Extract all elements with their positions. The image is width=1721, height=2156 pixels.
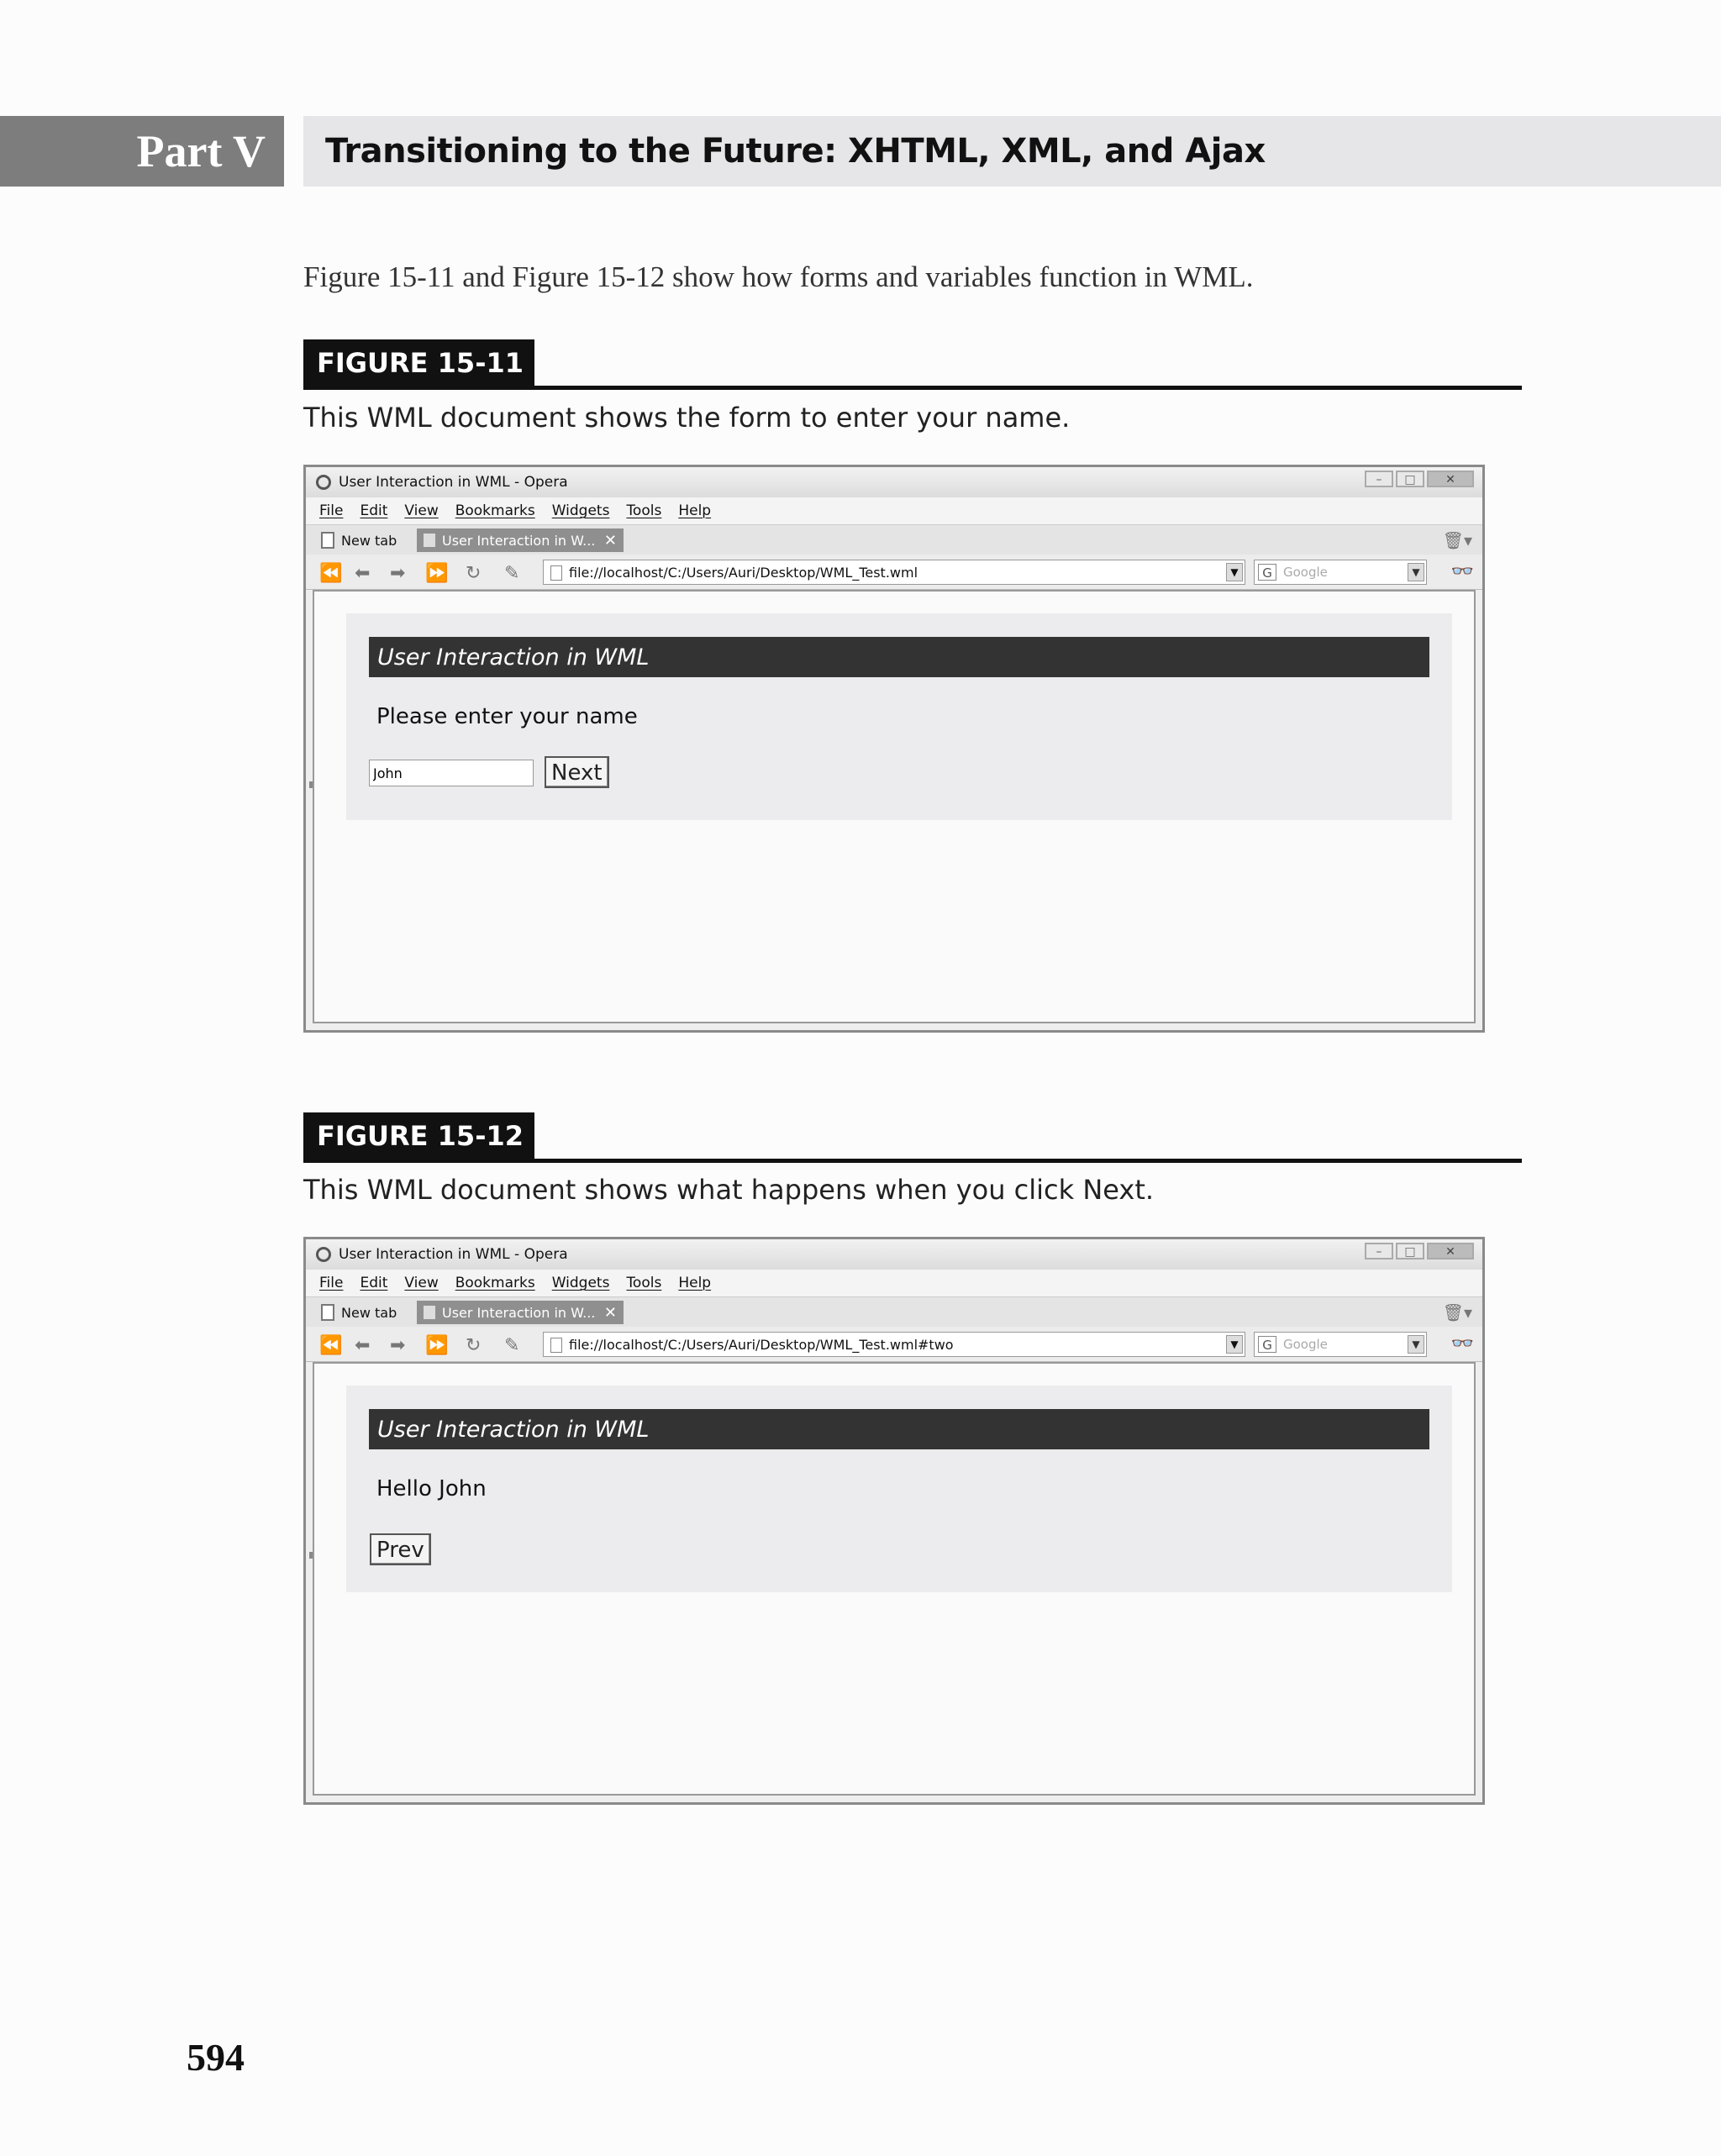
address-text: file://localhost/C:/Users/Auri/Desktop/WML_Test.wml#two [569,1336,954,1353]
fast-forward-icon[interactable]: ⏩ [425,1335,449,1356]
figure-caption: This WML document shows the form to enter your name. [303,402,1071,434]
glasses-icon[interactable]: 👓 [1450,561,1474,582]
google-icon: G [1258,1336,1276,1353]
tab-active[interactable] [417,1301,624,1324]
menu-view[interactable]: View [404,1275,439,1291]
browser-window [303,465,1485,1033]
window-controls [1365,1243,1474,1259]
figure-label: FIGURE 15-12 [303,1112,534,1160]
back-icon[interactable]: ⬅ [355,563,371,584]
window-titlebar [306,1239,1482,1270]
tab-new[interactable] [321,528,397,552]
trash-icon[interactable]: 🗑▾ [1442,530,1472,550]
search-placeholder: Google [1283,565,1328,580]
dropdown-arrow-icon[interactable]: ▼ [1226,563,1243,581]
address-bar[interactable] [543,1332,1245,1357]
page-icon [550,1338,562,1353]
close-icon[interactable]: ✕ [1427,471,1474,487]
menu-help[interactable]: Help [678,502,712,519]
chapter-title: Transitioning to the Future: XHTML, XML, and Ajax [303,116,1721,187]
reload-icon[interactable]: ↻ [466,1335,482,1356]
address-text: file://localhost/C:/Users/Auri/Desktop/WML_Test.wml [569,564,918,581]
opera-logo-icon [316,475,331,490]
forward-icon[interactable]: ➡ [390,1335,406,1356]
page-icon [424,534,435,547]
menu-edit[interactable]: Edit [360,502,388,519]
page-icon [321,1304,334,1321]
forward-icon[interactable]: ➡ [390,563,406,584]
card-heading: User Interaction in WML [369,637,1429,677]
edit-icon[interactable]: ✎ [504,1335,520,1356]
search-field[interactable] [1254,1332,1427,1357]
menu-widgets[interactable]: Widgets [551,1275,610,1291]
side-marker [309,1552,313,1559]
intro-paragraph: Figure 15-11 and Figure 15-12 show how forms and variables function in WML. [303,260,1254,293]
tab-label: New tab [341,532,397,549]
browser-window [303,1237,1485,1805]
tab-bar [306,1296,1482,1327]
prev-button[interactable]: Prev [370,1533,431,1565]
page-number: 594 [187,2036,245,2079]
window-controls [1365,471,1474,487]
menu-tools[interactable]: Tools [626,1275,662,1291]
search-placeholder: Google [1283,1337,1328,1352]
navigation-bar [306,1327,1482,1362]
menu-edit[interactable]: Edit [360,1275,388,1291]
tab-close-icon[interactable]: ✕ [603,531,617,550]
menu-widgets[interactable]: Widgets [551,502,610,519]
search-field[interactable] [1254,560,1427,585]
next-button[interactable]: Next [545,756,609,788]
edit-icon[interactable]: ✎ [504,563,520,584]
card-heading: User Interaction in WML [369,1409,1429,1449]
side-marker [309,781,313,788]
wml-card [346,1386,1452,1592]
page-content [313,1362,1476,1796]
fast-forward-icon[interactable]: ⏩ [425,563,449,584]
navigation-bar [306,555,1482,590]
dropdown-arrow-icon[interactable]: ▼ [1408,563,1424,581]
menu-bar [306,497,1482,524]
tab-active[interactable] [417,528,624,552]
page-icon [321,532,334,549]
tab-bar [306,524,1482,555]
back-icon[interactable]: ⬅ [355,1335,371,1356]
tab-label: New tab [341,1304,397,1321]
window-title: User Interaction in WML - Opera [339,474,568,491]
window-title: User Interaction in WML - Opera [339,1246,568,1263]
menu-file[interactable]: File [319,502,344,519]
dropdown-arrow-icon[interactable]: ▼ [1226,1335,1243,1354]
page-icon [550,565,562,581]
page-content [313,590,1476,1023]
tab-label: User Interaction in W... [442,532,596,549]
menu-help[interactable]: Help [678,1275,712,1291]
close-icon[interactable]: ✕ [1427,1243,1474,1259]
menu-view[interactable]: View [404,502,439,519]
address-bar[interactable] [543,560,1245,585]
page-icon [424,1306,435,1319]
figure-rule [303,1159,1522,1163]
rewind-icon[interactable]: ⏪ [319,1335,343,1356]
minimize-icon[interactable]: – [1365,1243,1393,1259]
maximize-icon[interactable]: □ [1396,1243,1424,1259]
rewind-icon[interactable]: ⏪ [319,563,343,584]
figure-label: FIGURE 15-11 [303,339,534,387]
opera-logo-icon [316,1247,331,1262]
name-input[interactable] [369,760,534,786]
tab-label: User Interaction in W... [442,1304,596,1321]
menu-bar [306,1270,1482,1296]
menu-file[interactable]: File [319,1275,344,1291]
tab-new[interactable] [321,1301,397,1324]
wml-card [346,613,1452,820]
trash-icon[interactable]: 🗑▾ [1442,1302,1472,1323]
card-text: Please enter your name [376,704,638,729]
tab-close-icon[interactable]: ✕ [603,1303,617,1322]
part-label: Part V [0,116,284,187]
window-titlebar [306,467,1482,497]
menu-bookmarks[interactable]: Bookmarks [455,502,535,519]
figure-caption: This WML document shows what happens when you click Next. [303,1174,1155,1206]
dropdown-arrow-icon[interactable]: ▼ [1408,1335,1424,1354]
reload-icon[interactable]: ↻ [466,563,482,584]
menu-bookmarks[interactable]: Bookmarks [455,1275,535,1291]
figure-rule [303,386,1522,390]
google-icon: G [1258,564,1276,581]
glasses-icon[interactable]: 👓 [1450,1333,1474,1354]
minimize-icon[interactable]: – [1365,471,1393,487]
maximize-icon[interactable]: □ [1396,471,1424,487]
menu-tools[interactable]: Tools [626,502,662,519]
card-text: Hello John [376,1476,487,1501]
